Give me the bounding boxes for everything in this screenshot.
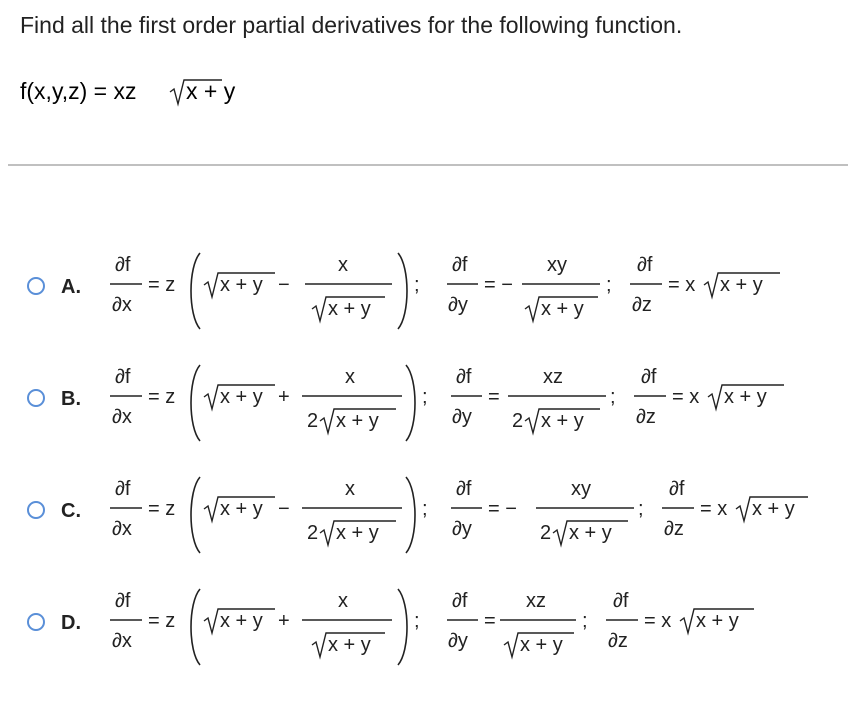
option-b-expression xyxy=(0,359,848,454)
question-prompt: Find all the first order partial derivatives for the following function. xyxy=(20,12,683,38)
c-semi-2: ; xyxy=(638,498,644,520)
b-lparen xyxy=(191,365,200,441)
c-x-num: x xyxy=(345,478,355,500)
a-semi-1: ; xyxy=(414,274,420,296)
d-dz: ∂z xyxy=(608,630,628,652)
b-semi-2: ; xyxy=(610,386,616,408)
c-df-z: ∂f xyxy=(669,478,685,500)
c-x-den-rad: x + y xyxy=(336,522,379,544)
b-dy: ∂y xyxy=(452,406,472,428)
given-function xyxy=(20,76,280,122)
d-df-z: ∂f xyxy=(613,590,629,612)
option-d[interactable] xyxy=(0,583,848,678)
function-radicand: x + y xyxy=(186,78,236,104)
b-y-eq: = xyxy=(488,386,500,408)
b-semi-1: ; xyxy=(422,386,428,408)
divider xyxy=(8,164,848,166)
a-y-eq: = − xyxy=(484,274,513,296)
a-df-z: ∂f xyxy=(637,254,653,276)
a-lparen xyxy=(191,253,200,329)
c-op: − xyxy=(278,498,290,520)
d-df-y: ∂f xyxy=(452,590,468,612)
b-df-z: ∂f xyxy=(641,366,657,388)
c-df-y: ∂f xyxy=(456,478,472,500)
function-lhs: f(x,y,z) = xz xyxy=(20,78,137,104)
c-rparen xyxy=(406,477,415,553)
b-x-den-rad: x + y xyxy=(336,410,379,432)
c-dz: ∂z xyxy=(664,518,684,540)
option-a[interactable] xyxy=(0,247,848,342)
a-z-eq: = x xyxy=(668,274,696,296)
a-rparen xyxy=(398,253,407,329)
b-rad-1: x + y xyxy=(220,386,263,408)
b-y-den-rad: x + y xyxy=(541,410,584,432)
option-a-expression xyxy=(0,247,848,342)
b-y-num: xz xyxy=(543,366,563,388)
b-dx: ∂x xyxy=(112,406,132,428)
c-y-num: xy xyxy=(571,478,591,500)
c-y-eq: = − xyxy=(488,498,517,520)
a-op: − xyxy=(278,274,290,296)
option-d-expression xyxy=(0,583,848,678)
c-y-den-coef: 2 xyxy=(540,522,552,544)
b-z-eq: = x xyxy=(672,386,700,408)
b-x-num: x xyxy=(345,366,355,388)
d-op: + xyxy=(278,610,290,632)
b-y-den-coef: 2 xyxy=(512,410,524,432)
d-semi-1: ; xyxy=(414,610,420,632)
b-op: + xyxy=(278,386,290,408)
a-x-den-rad: x + y xyxy=(328,298,371,320)
c-eq-z: = z xyxy=(148,498,176,520)
b-rparen xyxy=(406,365,415,441)
a-rad-1: x + y xyxy=(220,274,263,296)
c-lparen xyxy=(191,477,200,553)
option-a-letter: A. xyxy=(61,276,81,298)
option-b[interactable] xyxy=(0,359,848,454)
a-dy: ∂y xyxy=(448,294,468,316)
option-c[interactable] xyxy=(0,471,848,566)
b-eq-z: = z xyxy=(148,386,176,408)
a-dz: ∂z xyxy=(632,294,652,316)
c-dx: ∂x xyxy=(112,518,132,540)
a-y-num: xy xyxy=(547,254,567,276)
d-semi-2: ; xyxy=(582,610,588,632)
c-z-eq: = x xyxy=(700,498,728,520)
a-dx: ∂x xyxy=(112,294,132,316)
d-y-den-rad: x + y xyxy=(520,634,563,656)
d-rad-1: x + y xyxy=(220,610,263,632)
b-df-x: ∂f xyxy=(115,366,131,388)
d-x-num: x xyxy=(338,590,348,612)
d-lparen xyxy=(191,589,200,665)
d-rparen xyxy=(398,589,407,665)
a-df-y: ∂f xyxy=(452,254,468,276)
d-df-x: ∂f xyxy=(115,590,131,612)
a-df-x: ∂f xyxy=(115,254,131,276)
d-y-eq: = xyxy=(484,610,496,632)
a-semi-2: ; xyxy=(606,274,612,296)
b-df-y: ∂f xyxy=(456,366,472,388)
b-x-den-coef: 2 xyxy=(307,410,319,432)
option-c-letter: C. xyxy=(61,500,81,522)
d-z-rad: x + y xyxy=(696,610,739,632)
d-y-num: xz xyxy=(526,590,546,612)
a-eq-z: = z xyxy=(148,274,176,296)
b-dz: ∂z xyxy=(636,406,656,428)
c-z-rad: x + y xyxy=(752,498,795,520)
option-d-letter: D. xyxy=(61,612,81,634)
c-x-den-coef: 2 xyxy=(307,522,319,544)
b-z-rad: x + y xyxy=(724,386,767,408)
d-dx: ∂x xyxy=(112,630,132,652)
a-x-num: x xyxy=(338,254,348,276)
given-function-math xyxy=(20,76,280,116)
c-y-den-rad: x + y xyxy=(569,522,612,544)
a-y-den-rad: x + y xyxy=(541,298,584,320)
d-dy: ∂y xyxy=(448,630,468,652)
c-dy: ∂y xyxy=(452,518,472,540)
c-semi-1: ; xyxy=(422,498,428,520)
a-z-rad: x + y xyxy=(720,274,763,296)
d-x-den-rad: x + y xyxy=(328,634,371,656)
c-df-x: ∂f xyxy=(115,478,131,500)
d-eq-z: = z xyxy=(148,610,176,632)
option-b-letter: B. xyxy=(61,388,81,410)
option-c-expression xyxy=(0,471,848,566)
d-z-eq: = x xyxy=(644,610,672,632)
c-rad-1: x + y xyxy=(220,498,263,520)
